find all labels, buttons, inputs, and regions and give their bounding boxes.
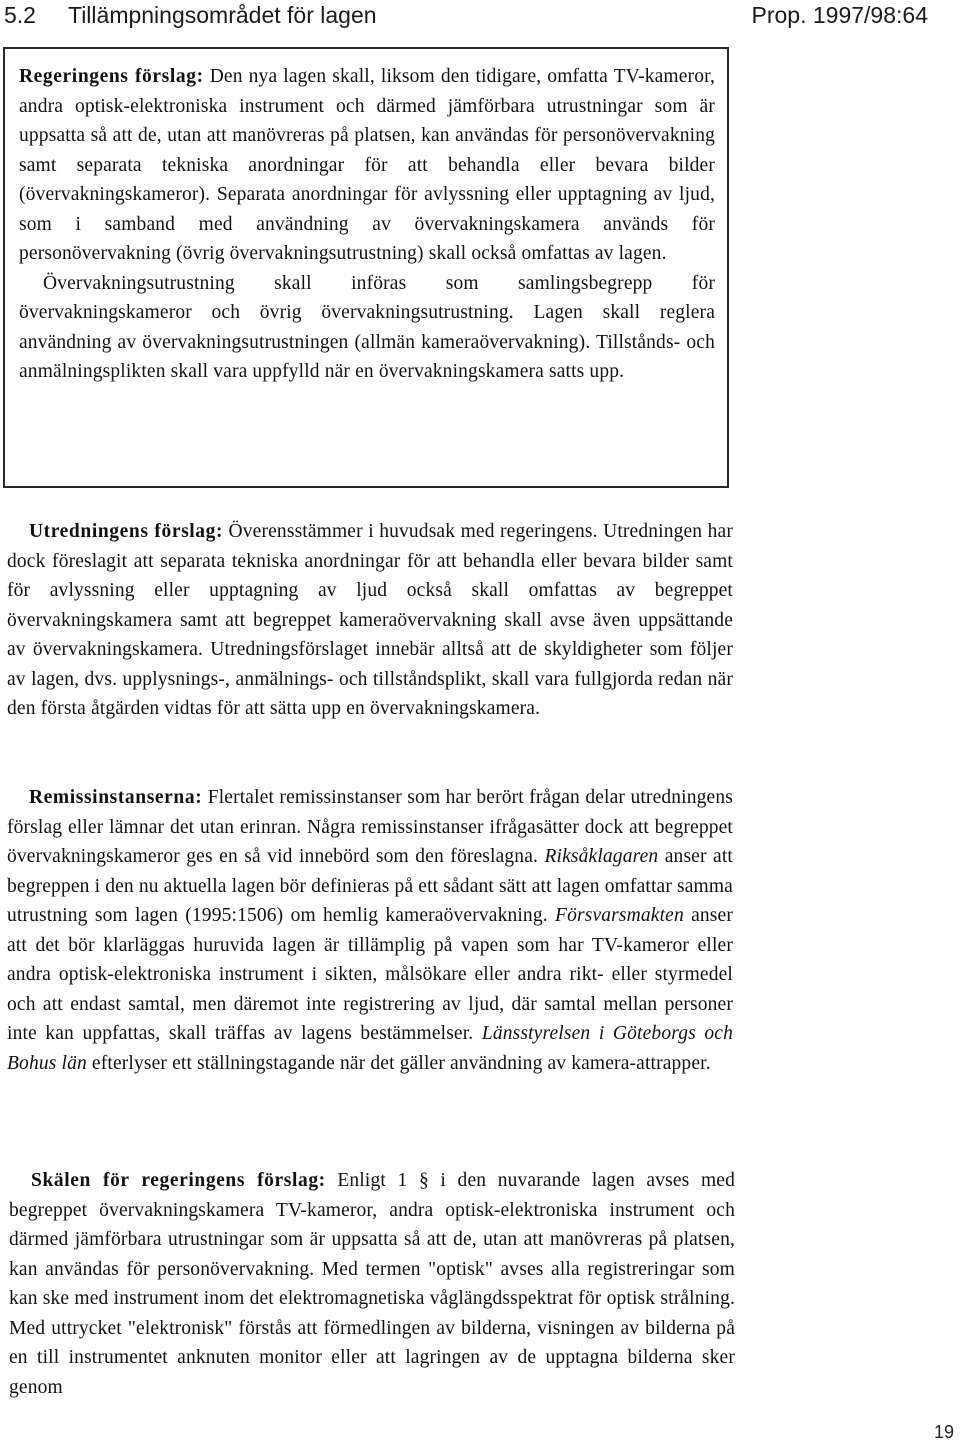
referral-lead: Remissinstanserna: <box>29 787 203 808</box>
referral-text-4: efterlyser ett ställningstagande när det gäller användning av kamera-attrapper. <box>86 1052 711 1074</box>
proposal-text-1: Den nya lagen skall, liksom den tidigare, omfatta TV-kameror, andra optisk-elektroniska instrument och därmed jämförbara utrustningar som är uppsatta så att de, utan att manövreras på platsen, kan användas för personövervakning samt separata tekniska anordningar för att behandla eller bevara bilder (övervakningskameror). Separata anordningar för avlyssning eller upptagning av ljud, som i samband med användning av övervakningskamera används för personövervakning (övrig övervakningsutrustning) skall också omfattas av lagen. <box>19 66 715 265</box>
referral-text-2: anser att begreppen i den nu aktuella lagen bör definieras på ett sådant sätt att lagen omfattar samma utrustning som lagen (1995:1506) om hemlig kameraövervakning. <box>7 846 733 927</box>
section-number: 5.2 <box>4 2 36 28</box>
page-number: 19 <box>933 1422 954 1442</box>
reasons-lead: Skälen för regeringens förslag: <box>31 1170 326 1191</box>
section-heading <box>4 2 377 29</box>
section-title: Tillämpningsområdet för lagen <box>68 2 377 28</box>
referral-paragraph <box>7 783 733 1078</box>
proposal-box-text <box>19 62 715 387</box>
investigation-lead: Utredningens förslag: <box>29 521 224 542</box>
referral-body-forsvarsmakten: Försvarsmakten <box>555 905 684 927</box>
referral-text-1: Flertalet remissinstanser som har berört frågan delar utredningens förslag eller lämnar det utan erinran. Några remissinstanser ifrågasätter dock att begreppet övervakningskameror ges en så vid innebörd som den föreslagna. <box>7 787 733 868</box>
investigation-text: Överensstämmer i huvudsak med regeringens. Utredningen har dock föreslagit att separata tekniska anordningar för att behandla eller bevara bilder samt för avlyssning eller upptagning av ljud också skall omfattas av begreppet övervakningskamera samt att begreppet kameraövervakning skall avse även uppsättande av övervakningskamera. Utredningsförslaget innebär alltså att de skyldigheter som följer av lagen, dvs. upplysnings-, anmälnings- och tillståndsplikt, skall vara fullgjorda redan när den första åtgärden vidtas för att sätta upp en övervakningskamera. <box>7 521 733 720</box>
referral-body-riksaklagaren: Riksåklagaren <box>544 846 659 868</box>
document-reference: Prop. 1997/98:64 <box>751 2 928 28</box>
referral-text-3: anser att det bör klarläggas huruvida lagen är tillämplig på vapen som har TV-kameror eller andra optisk-elektroniska instrument i sikten, målsökare eller andra rikt- eller styrmedel och att endast samtal, men däremot inte registrering av ljud, där samtal mellan personer inte kan uppfattas, skall träffas av lagens bestämmelser. <box>7 905 733 1045</box>
proposal-text-2: Övervakningsutrustning skall införas som samlingsbegrepp för övervakningskameror och övrig övervakningsutrustning. Lagen skall reglera användning av övervakningsutrustningen (allmän kameraövervakning). Tillstånds- och anmälningsplikten skall vara uppfylld när en övervakningskamera satts upp. <box>19 272 715 383</box>
investigation-paragraph <box>7 517 733 724</box>
proposal-lead: Regeringens förslag: <box>19 66 204 87</box>
reasons-paragraph <box>9 1166 735 1402</box>
reasons-text: Enligt 1 § i den nuvarande lagen avses med begreppet övervakningskamera TV-kameror, andra optisk-elektroniska instrument och därmed jämförbara utrustningar som är uppsatta så att de, utan att manövreras på platsen, kan användas för personövervakning. Med termen "optisk" avses alla registreringar som kan ske med instrument inom det elektromagnetiska våglängdsspektrat för optisk strålning. Med uttrycket "elektronisk" förstås att förmedlingen av bilderna, visningen av bilderna på en till instrumentet anknuten monitor eller att lagringen av de upptagna bilderna sker genom <box>9 1170 735 1398</box>
referral-body-lansstyrelsen: Länsstyrelsen i Göteborgs och Bohus län <box>7 1023 733 1074</box>
